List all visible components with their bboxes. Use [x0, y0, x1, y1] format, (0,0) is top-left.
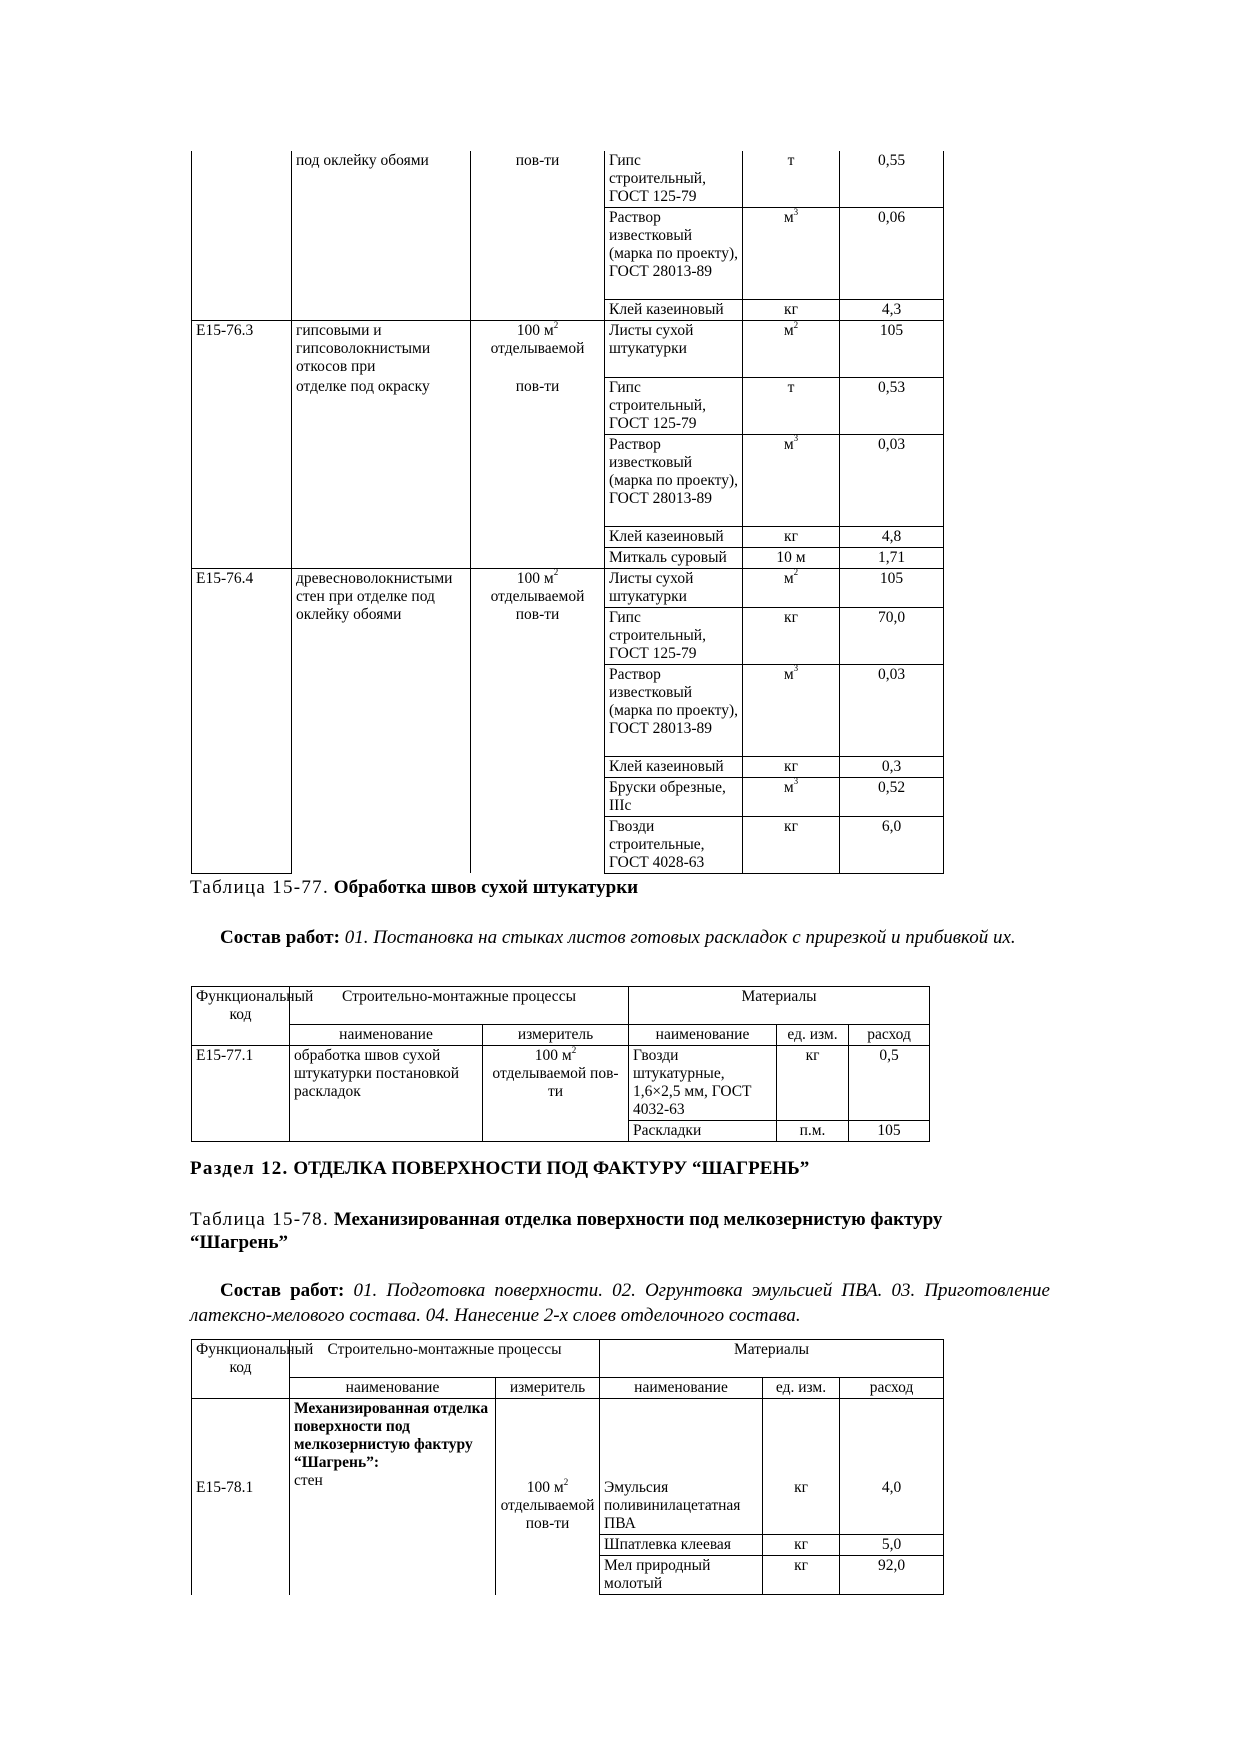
material-qty-cell: 0,55: [840, 151, 944, 208]
work-text: 01. Подготовка поверхности. 02. Огрунтовка эмульсией ПВА. 03. Приготовление латексно-мелового состава. 04. Нанесение 2-х слоев отделочного состава.: [190, 1280, 1050, 1326]
material-unit-cell: кг: [777, 1046, 849, 1121]
measure-cell: пов-ти: [471, 377, 605, 568]
material-qty-cell: 0,5: [849, 1046, 930, 1121]
material-name-cell: Листы сухой штукатурки: [605, 568, 743, 607]
material-unit-cell: кг: [763, 1556, 840, 1595]
material-name-cell: Бруски обрезные, IIIс: [605, 777, 743, 816]
material-name-cell: Листы сухой штукатурки: [605, 321, 743, 378]
material-qty-cell: 4,8: [840, 526, 944, 547]
header-processes: Строительно-монтажные процессы: [290, 1340, 600, 1378]
code-cell: Е15-76.4: [192, 568, 292, 607]
header-materials: Материалы: [600, 1340, 944, 1378]
material-name-cell: Раствор известковый (марка по проекту), ГОСТ 28013-89: [605, 208, 743, 300]
material-qty-cell: 0,3: [840, 756, 944, 777]
material-qty-cell: 0,06: [840, 208, 944, 300]
material-name-cell: Раствор известковый (марка по проекту), ГОСТ 28013-89: [605, 664, 743, 756]
material-name-cell: Гвозди штукатурные, 1,6×2,5 мм, ГОСТ 4032-63: [629, 1046, 777, 1121]
measure-cell: пов-ти: [471, 151, 605, 321]
header-row: [192, 1378, 944, 1399]
material-unit-cell: $м^3$: [743, 777, 840, 816]
material-qty-cell: 70,0: [840, 607, 944, 664]
material-name-cell: Гвозди строительные, ГОСТ 4028-63: [605, 816, 743, 873]
material-unit-cell: т: [743, 151, 840, 208]
table-15-77: [191, 986, 930, 1142]
material-name-cell: Гипс строительный, ГОСТ 125-79: [605, 377, 743, 434]
header-material-qty: расход: [849, 1025, 930, 1046]
material-qty-cell: 0,52: [840, 777, 944, 816]
code-cell: Е15-78.1: [192, 1399, 290, 1595]
material-unit-cell: $м^3$: [743, 664, 840, 756]
material-name-cell: Клей казеиновый: [605, 300, 743, 321]
header-name: наименование: [290, 1025, 483, 1046]
material-qty-cell: 5,0: [840, 1535, 944, 1556]
process-name-cell: обработка швов сухой штукатурки постановкой раскладок: [290, 1046, 483, 1142]
code-cell: [192, 607, 292, 873]
table-row: [192, 1399, 944, 1535]
material-qty-cell: 0,03: [840, 434, 944, 526]
header-materials: Материалы: [629, 987, 930, 1025]
table-row: [192, 321, 944, 378]
material-unit-cell: $м^2$: [743, 321, 840, 378]
material-qty-cell: 105: [849, 1121, 930, 1142]
material-qty-cell: 92,0: [840, 1556, 944, 1595]
header-code: Функциональный код: [192, 1340, 290, 1399]
table-row: [192, 151, 944, 208]
section-label: Раздел 12.: [190, 1158, 289, 1179]
table-15-78-heading: [190, 1208, 1030, 1254]
table-row: [192, 1046, 930, 1121]
material-name-cell: Гипс строительный, ГОСТ 125-79: [605, 151, 743, 208]
material-unit-cell: кг: [763, 1535, 840, 1556]
process-name-cell: отделке под окраску: [292, 377, 471, 568]
process-name-cell: гипсовыми и гипсоволокнистыми откосов при: [292, 321, 471, 378]
process-name-cell: древесноволокнистыми стен при отделке под оклейку обоями: [292, 568, 471, 873]
table-title: Обработка швов сухой штукатурки: [333, 877, 639, 898]
material-qty-cell: 0,03: [840, 664, 944, 756]
code-cell: Е15-77.1: [192, 1046, 290, 1142]
table-15-77-heading: [190, 876, 1050, 899]
table-15-78-work-composition: [190, 1278, 1050, 1328]
header-row: [192, 1025, 930, 1046]
material-unit-cell: кг: [743, 816, 840, 873]
header-material-unit: ед. изм.: [777, 1025, 849, 1046]
header-material-unit: ед. изм.: [763, 1378, 840, 1399]
material-name-cell: Эмульсия поливинилацетатная ПВА: [600, 1399, 763, 1535]
process-name-cell: [290, 1399, 496, 1595]
table-15-76-continuation: [191, 151, 944, 874]
group-title: Механизированная отделка поверхности под мелкозернистую фактуру “Шагрень”:: [294, 1400, 489, 1471]
material-name-cell: Клей казеиновый: [605, 526, 743, 547]
table-label: Таблица 15-78.: [190, 1209, 330, 1230]
material-name-cell: Шпатлевка клеевая: [600, 1535, 763, 1556]
material-unit-cell: т: [743, 377, 840, 434]
material-qty-cell: 4,3: [840, 300, 944, 321]
table-label: Таблица 15-77.: [190, 877, 330, 898]
header-code: Функциональный код: [192, 987, 290, 1046]
table-row: [192, 377, 944, 434]
measure-cell: 100 $м^2$ отделываемой пов-ти: [496, 1399, 600, 1595]
material-unit-cell: $м^3$: [743, 208, 840, 300]
material-name-cell: Раствор известковый (марка по проекту), ГОСТ 28013-89: [605, 434, 743, 526]
header-material-name: наименование: [600, 1378, 763, 1399]
material-unit-cell: кг: [743, 756, 840, 777]
material-name-cell: Гипс строительный, ГОСТ 125-79: [605, 607, 743, 664]
material-unit-cell: $м^2$: [743, 568, 840, 607]
code-cell: [192, 377, 292, 568]
header-row: [192, 1340, 944, 1378]
material-qty-cell: 1,71: [840, 547, 944, 568]
measure-cell: 100 $м^2$ отделываемой пов-ти: [471, 568, 605, 873]
code-cell: Е15-76.3: [192, 321, 292, 378]
material-name-cell: Миткаль суровый: [605, 547, 743, 568]
material-qty-cell: 6,0: [840, 816, 944, 873]
material-unit-cell: 10 м: [743, 547, 840, 568]
table-title: Механизированная отделка поверхности под мелкозернистую фактуру “Шагрень”: [190, 1209, 943, 1253]
header-row: [192, 987, 930, 1025]
work-label: Состав работ:: [220, 1280, 345, 1301]
work-label: Состав работ:: [220, 927, 340, 948]
section-title: ОТДЕЛКА ПОВЕРХНОСТИ ПОД ФАКТУРУ “ШАГРЕНЬ”: [293, 1158, 810, 1179]
material-unit-cell: кг: [743, 300, 840, 321]
measure-cell: 100 $м^2$ отделываемой: [471, 321, 605, 378]
material-qty-cell: 4,0: [840, 1399, 944, 1535]
header-name: наименование: [290, 1378, 496, 1399]
header-processes: Строительно-монтажные процессы: [290, 987, 629, 1025]
material-qty-cell: 0,53: [840, 377, 944, 434]
header-measure: измеритель: [496, 1378, 600, 1399]
material-name-cell: Клей казеиновый: [605, 756, 743, 777]
process-name-cell: под оклейку обоями: [292, 151, 471, 321]
material-qty-cell: 105: [840, 568, 944, 607]
work-text: 01. Постановка на стыках листов готовых раскладок с прирезкой и прибивкой их.: [344, 927, 1016, 948]
material-unit-cell: кг: [743, 607, 840, 664]
material-unit-cell: кг: [743, 526, 840, 547]
material-qty-cell: 105: [840, 321, 944, 378]
material-unit-cell: кг: [763, 1399, 840, 1535]
header-measure: измеритель: [483, 1025, 629, 1046]
section-12-heading: [190, 1157, 1050, 1180]
header-material-name: наименование: [629, 1025, 777, 1046]
table-15-78: [191, 1339, 944, 1595]
table-15-77-work-composition: [190, 925, 1050, 950]
material-unit-cell: п.м.: [777, 1121, 849, 1142]
process-name: стен: [294, 1472, 323, 1489]
material-name-cell: Раскладки: [629, 1121, 777, 1142]
measure-cell: 100 $м^2$ отделываемой пов-ти: [483, 1046, 629, 1142]
header-material-qty: расход: [840, 1378, 944, 1399]
code-cell: [192, 151, 292, 321]
material-unit-cell: $м^3$: [743, 434, 840, 526]
material-name-cell: Мел природный молотый: [600, 1556, 763, 1595]
table-row: [192, 568, 944, 607]
